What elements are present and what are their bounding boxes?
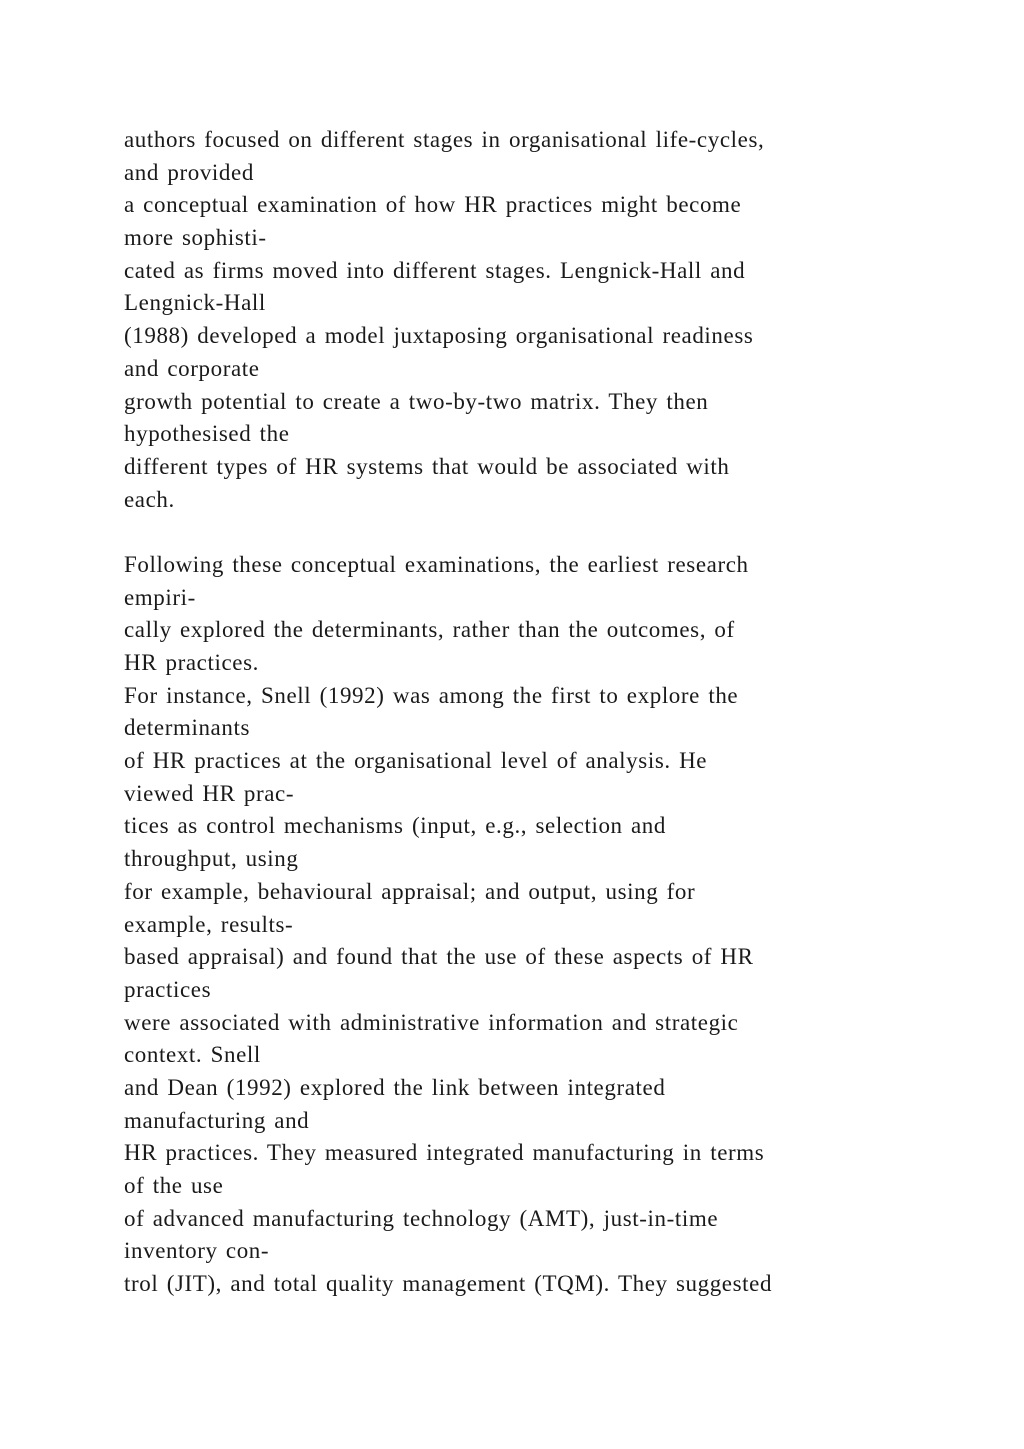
- text-line: of advanced manufacturing technology (AMT), just-in-time: [124, 1205, 719, 1231]
- text-line: more sophisti-: [124, 225, 267, 251]
- text-line: different types of HR systems that would be associated with: [124, 453, 730, 479]
- text-line: determinants: [124, 715, 250, 741]
- text-line: practices: [124, 976, 212, 1002]
- text-line: authors focused on different stages in organisational life-cycles,: [124, 127, 765, 152]
- text-line: empiri-: [124, 584, 196, 610]
- text-line: of the use: [124, 1173, 224, 1198]
- text-line: based appraisal) and found that the use of these aspects of HR: [124, 944, 754, 970]
- text-line: tices as control mechanisms (input, e.g., selection and: [124, 813, 667, 839]
- text-line: cally explored the determinants, rather than the outcomes, of: [124, 617, 735, 643]
- text-line: example, results-: [124, 911, 294, 937]
- text-line: Following these conceptual examinations, the earliest research: [124, 551, 749, 577]
- document-page: [124, 124, 914, 1301]
- text-line: inventory con-: [124, 1238, 270, 1264]
- text-line: viewed HR prac-: [124, 780, 295, 806]
- text-line: HR practices. They measured integrated manufacturing in terms: [124, 1140, 765, 1166]
- text-line: each.: [124, 486, 175, 512]
- text-line: For instance, Snell (1992) was among the first to explore the: [124, 682, 739, 708]
- text-line: HR practices.: [124, 650, 259, 675]
- text-line: throughput, using: [124, 846, 299, 872]
- text-line: Lengnick-Hall: [124, 290, 266, 316]
- text-line: were associated with administrative information and strategic: [124, 1009, 739, 1035]
- text-line: (1988) developed a model juxtaposing organisational readiness: [124, 323, 754, 349]
- paragraph-gap: [124, 516, 914, 549]
- text-line: manufacturing and: [124, 1107, 310, 1133]
- text-line: and Dean (1992) explored the link between integrated: [124, 1074, 666, 1100]
- paragraph-1: [124, 124, 914, 516]
- text-line: a conceptual examination of how HR practices might become: [124, 192, 742, 218]
- text-line: and provided: [124, 159, 254, 185]
- text-line: cated as firms moved into different stages. Lengnick-Hall and: [124, 257, 746, 283]
- text-line: for example, behavioural appraisal; and output, using for: [124, 878, 696, 904]
- text-line: of HR practices at the organisational level of analysis. He: [124, 748, 708, 774]
- text-line: hypothesised the: [124, 421, 290, 447]
- text-line: trol (JIT), and total quality management (TQM). They suggested: [124, 1271, 773, 1297]
- text-line: and corporate: [124, 355, 260, 381]
- paragraph-2: [124, 549, 914, 1301]
- text-line: growth potential to create a two-by-two matrix. They then: [124, 388, 709, 414]
- text-line: context. Snell: [124, 1042, 261, 1068]
